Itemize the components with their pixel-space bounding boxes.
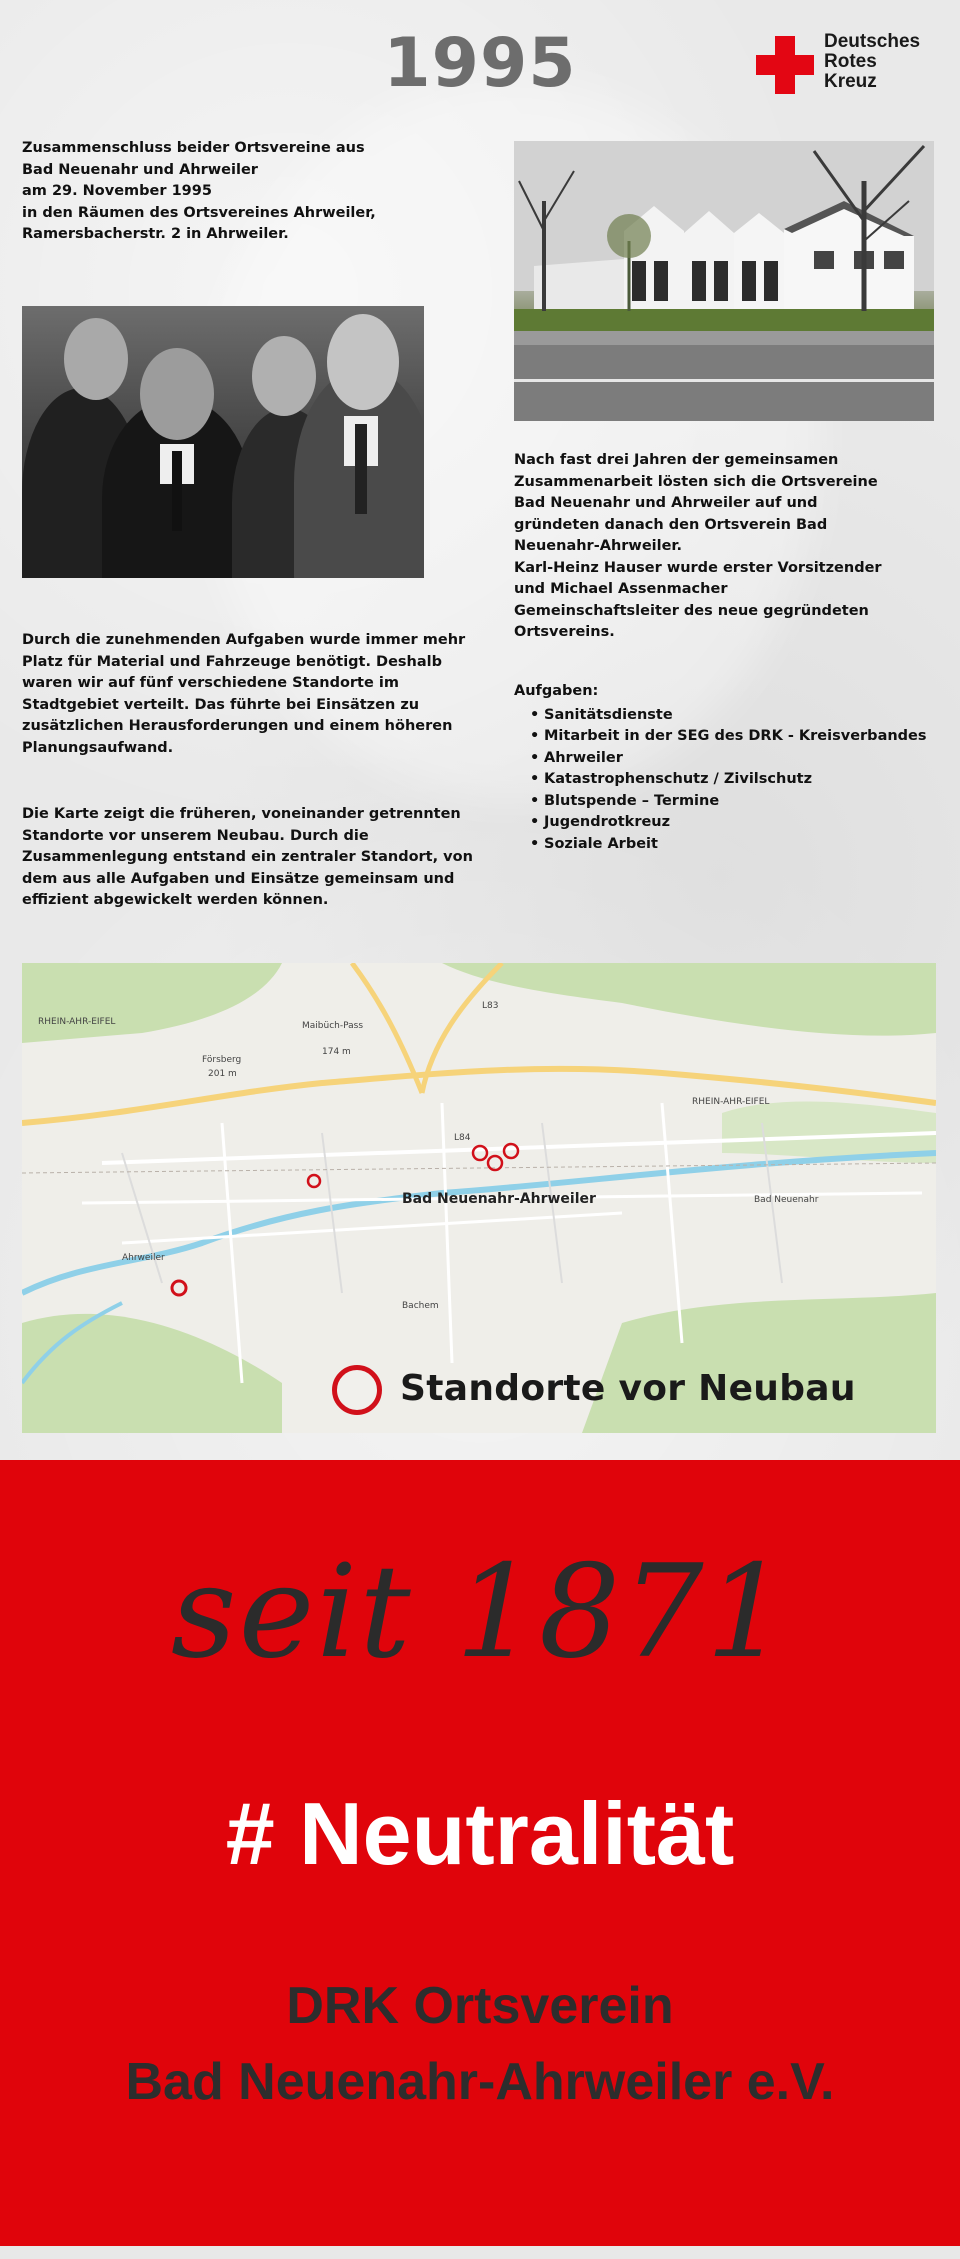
tasks-list bbox=[514, 681, 927, 855]
locations-map: RHEIN-AHR-EIFEL Försberg 201 m Maibüch-Pass 174 m L83 L84 RHEIN-AHR-EIFEL Bad Neuenahr-Ahrweiler Bad Neuenahr Ahrweiler Bachem Standorte vor Neubau bbox=[22, 963, 936, 1433]
intro-text: Zusammenschluss beider Ortsvereine aus Bad Neuenahr und Ahrweiler am 29. November 1995 in den Räumen des Ortsvereines Ahrweiler, Ramersbacherstr. 2 in Ahrweiler. bbox=[22, 140, 376, 242]
history-text: Nach fast drei Jahren der gemeinsamen Zusammenarbeit lösten sich die Ortsvereine Bad Neuenahr und Ahrweiler auf und gründeten danach den Ortsverein Bad Neuenahr-Ahrweiler. Karl-Heinz Hauser wurde erster Vorsitzender und Michael Assenmacher Gemeinschaftsleiter des neue gegründeten Ortsvereins. bbox=[514, 452, 882, 640]
task-item: • Soziale Arbeit bbox=[530, 834, 927, 856]
group-photo bbox=[22, 306, 424, 578]
task-item: • Sanitätsdienste bbox=[530, 705, 927, 727]
legend-marker bbox=[332, 1365, 382, 1415]
drk-logo bbox=[756, 32, 920, 94]
org-name-line2: Bad Neuenahr-Ahrweiler e.V. bbox=[125, 2053, 835, 2111]
growth-text: Durch die zunehmenden Aufgaben wurde immer mehr Platz für Material und Fahrzeuge benötigt. Deshalb waren wir auf fünf verschiedene Standorte im Stadtgebiet verteilt. Das führte bei Einsätzen zu zusätzlichen Herausforderungen und einem höheren Planungsaufwand. bbox=[22, 632, 466, 756]
year-heading: 1995 bbox=[383, 24, 577, 103]
logo-text: Deutsches Rotes Kreuz bbox=[824, 31, 921, 92]
map-legend: Standorte vor Neubau bbox=[400, 1368, 856, 1409]
task-item: • Ahrweiler bbox=[530, 748, 927, 770]
map-town-label: Bad Neuenahr-Ahrweiler bbox=[402, 1191, 596, 1207]
building-illustration bbox=[514, 141, 934, 421]
task-item: • Jugendrotkreuz bbox=[530, 812, 927, 834]
task-item: • Blutspende – Termine bbox=[530, 791, 927, 813]
hashtag-text: # Neutralität bbox=[225, 1784, 735, 1883]
since-text: seit 1871 bbox=[170, 1538, 790, 1687]
red-cross-icon bbox=[756, 36, 814, 94]
task-item: • Mitarbeit in der SEG des DRK - Kreisverbandes bbox=[530, 726, 927, 748]
task-item: • Katastrophenschutz / Zivilschutz bbox=[530, 769, 927, 791]
map-description: Die Karte zeigt die früheren, voneinander getrennten Standorte vor unserem Neubau. Durch die Zusammenlegung entstand ein zentraler Standort, von dem aus alle Aufgaben und Einsätze gemeinsam und effizient abgewickelt werden können. bbox=[22, 806, 473, 908]
building-photo bbox=[514, 141, 934, 421]
bottom-strip bbox=[0, 2246, 960, 2259]
org-name-line1: DRK Ortsverein bbox=[286, 1977, 674, 2035]
tasks-heading: Aufgaben: bbox=[514, 683, 599, 699]
